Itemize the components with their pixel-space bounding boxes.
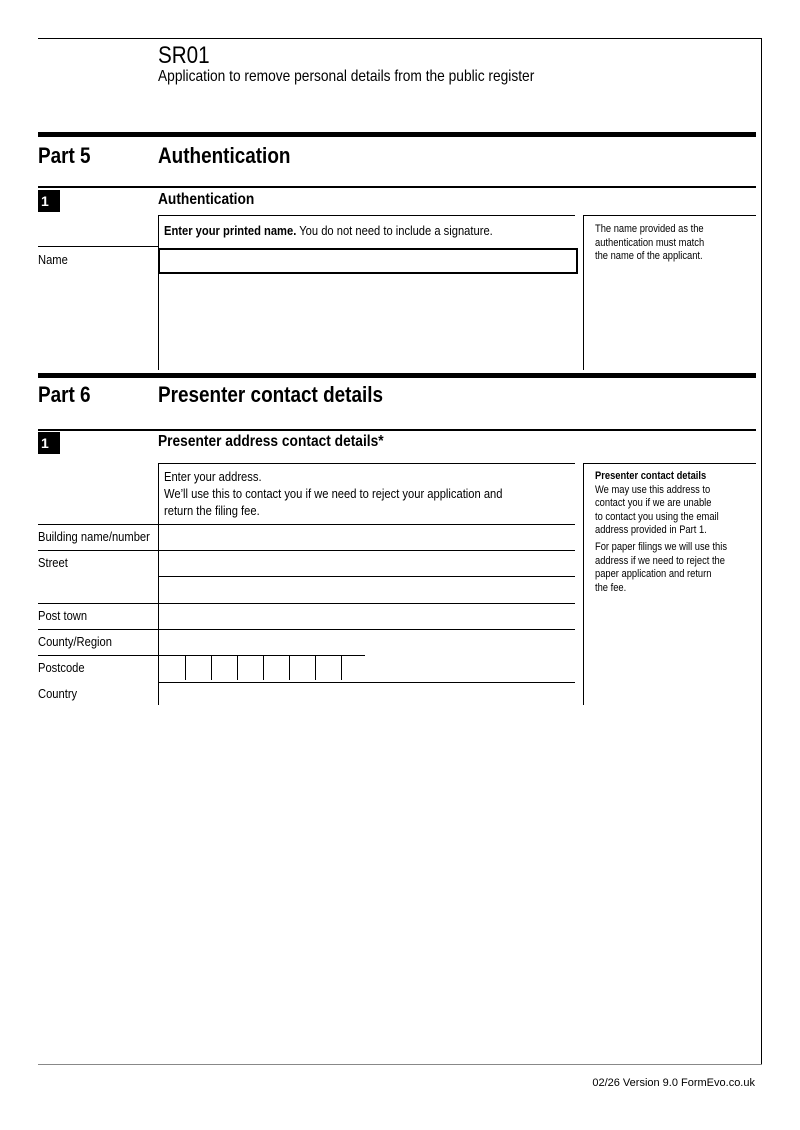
part5-instruction-top bbox=[158, 215, 575, 216]
part6-note-top bbox=[583, 463, 756, 464]
part6-section-number: 1 bbox=[38, 432, 60, 454]
building-label: Building name/number bbox=[38, 529, 150, 544]
part5-title: Authentication bbox=[158, 143, 291, 168]
form-code: SR01 bbox=[158, 42, 210, 69]
page-top-border bbox=[38, 38, 762, 39]
part6-side-note: Presenter contact details We may use this address to contact you if we are unable to contact you using the email address provided in Part 1. For paper filings we will use this address if we need to reject the paper application and return the fee. bbox=[595, 470, 728, 594]
postcode-char-4[interactable] bbox=[237, 656, 263, 680]
postcode-char-6[interactable] bbox=[289, 656, 315, 680]
postcode-char-2[interactable] bbox=[185, 656, 211, 680]
part5-instruction: Enter your printed name. You do not need to include a signature. bbox=[164, 223, 493, 238]
part5-note-left bbox=[583, 215, 584, 370]
part5-section-number: 1 bbox=[38, 190, 60, 212]
form-title: Application to remove personal details from the public register bbox=[158, 68, 535, 85]
part6-title: Presenter contact details bbox=[158, 382, 384, 407]
postcode-char-8[interactable] bbox=[341, 656, 365, 680]
part6-instruction: Enter your address. We’ll use this to contact you if we need to reject your application and return the filing fee. bbox=[164, 469, 503, 518]
part5-instruction-left bbox=[158, 215, 159, 370]
postcode-char-7[interactable] bbox=[315, 656, 341, 680]
part5-label-rule bbox=[38, 246, 158, 247]
page-right-border bbox=[761, 38, 762, 1065]
name-label: Name bbox=[38, 252, 68, 267]
country-label: Country bbox=[38, 686, 78, 701]
post-town-input[interactable] bbox=[159, 604, 575, 629]
part6-note-left bbox=[583, 463, 584, 705]
part6-rule bbox=[38, 373, 756, 378]
street-input-line2[interactable] bbox=[159, 577, 575, 602]
postcode-char-1[interactable] bbox=[159, 656, 185, 680]
county-input[interactable] bbox=[159, 630, 575, 655]
part5-section-title: Authentication bbox=[158, 191, 255, 208]
postcode-char-3[interactable] bbox=[211, 656, 237, 680]
part6-instruction-top bbox=[158, 463, 575, 464]
name-input[interactable] bbox=[158, 248, 578, 274]
part5-rule bbox=[38, 132, 756, 137]
country-input[interactable] bbox=[159, 683, 575, 705]
part6-section-rule bbox=[38, 429, 756, 431]
part5-side-note: The name provided as the authentication must match the name of the applicant. bbox=[595, 223, 705, 263]
building-input[interactable] bbox=[159, 525, 575, 550]
part5-note-top bbox=[583, 215, 756, 216]
postcode-char-5[interactable] bbox=[263, 656, 289, 680]
street-label: Street bbox=[38, 555, 68, 570]
part6-section-title: Presenter address contact details* bbox=[158, 433, 384, 450]
footer-version: 02/26 Version 9.0 FormEvo.co.uk bbox=[592, 1077, 755, 1089]
postcode-label: Postcode bbox=[38, 660, 85, 675]
part5-label: Part 5 bbox=[38, 143, 91, 168]
part6-label: Part 6 bbox=[38, 382, 91, 407]
county-label: County/Region bbox=[38, 634, 112, 649]
post-town-label: Post town bbox=[38, 608, 88, 623]
street-input-line1[interactable] bbox=[159, 551, 575, 576]
page-bottom-border bbox=[38, 1064, 762, 1065]
part5-section-rule bbox=[38, 186, 756, 188]
